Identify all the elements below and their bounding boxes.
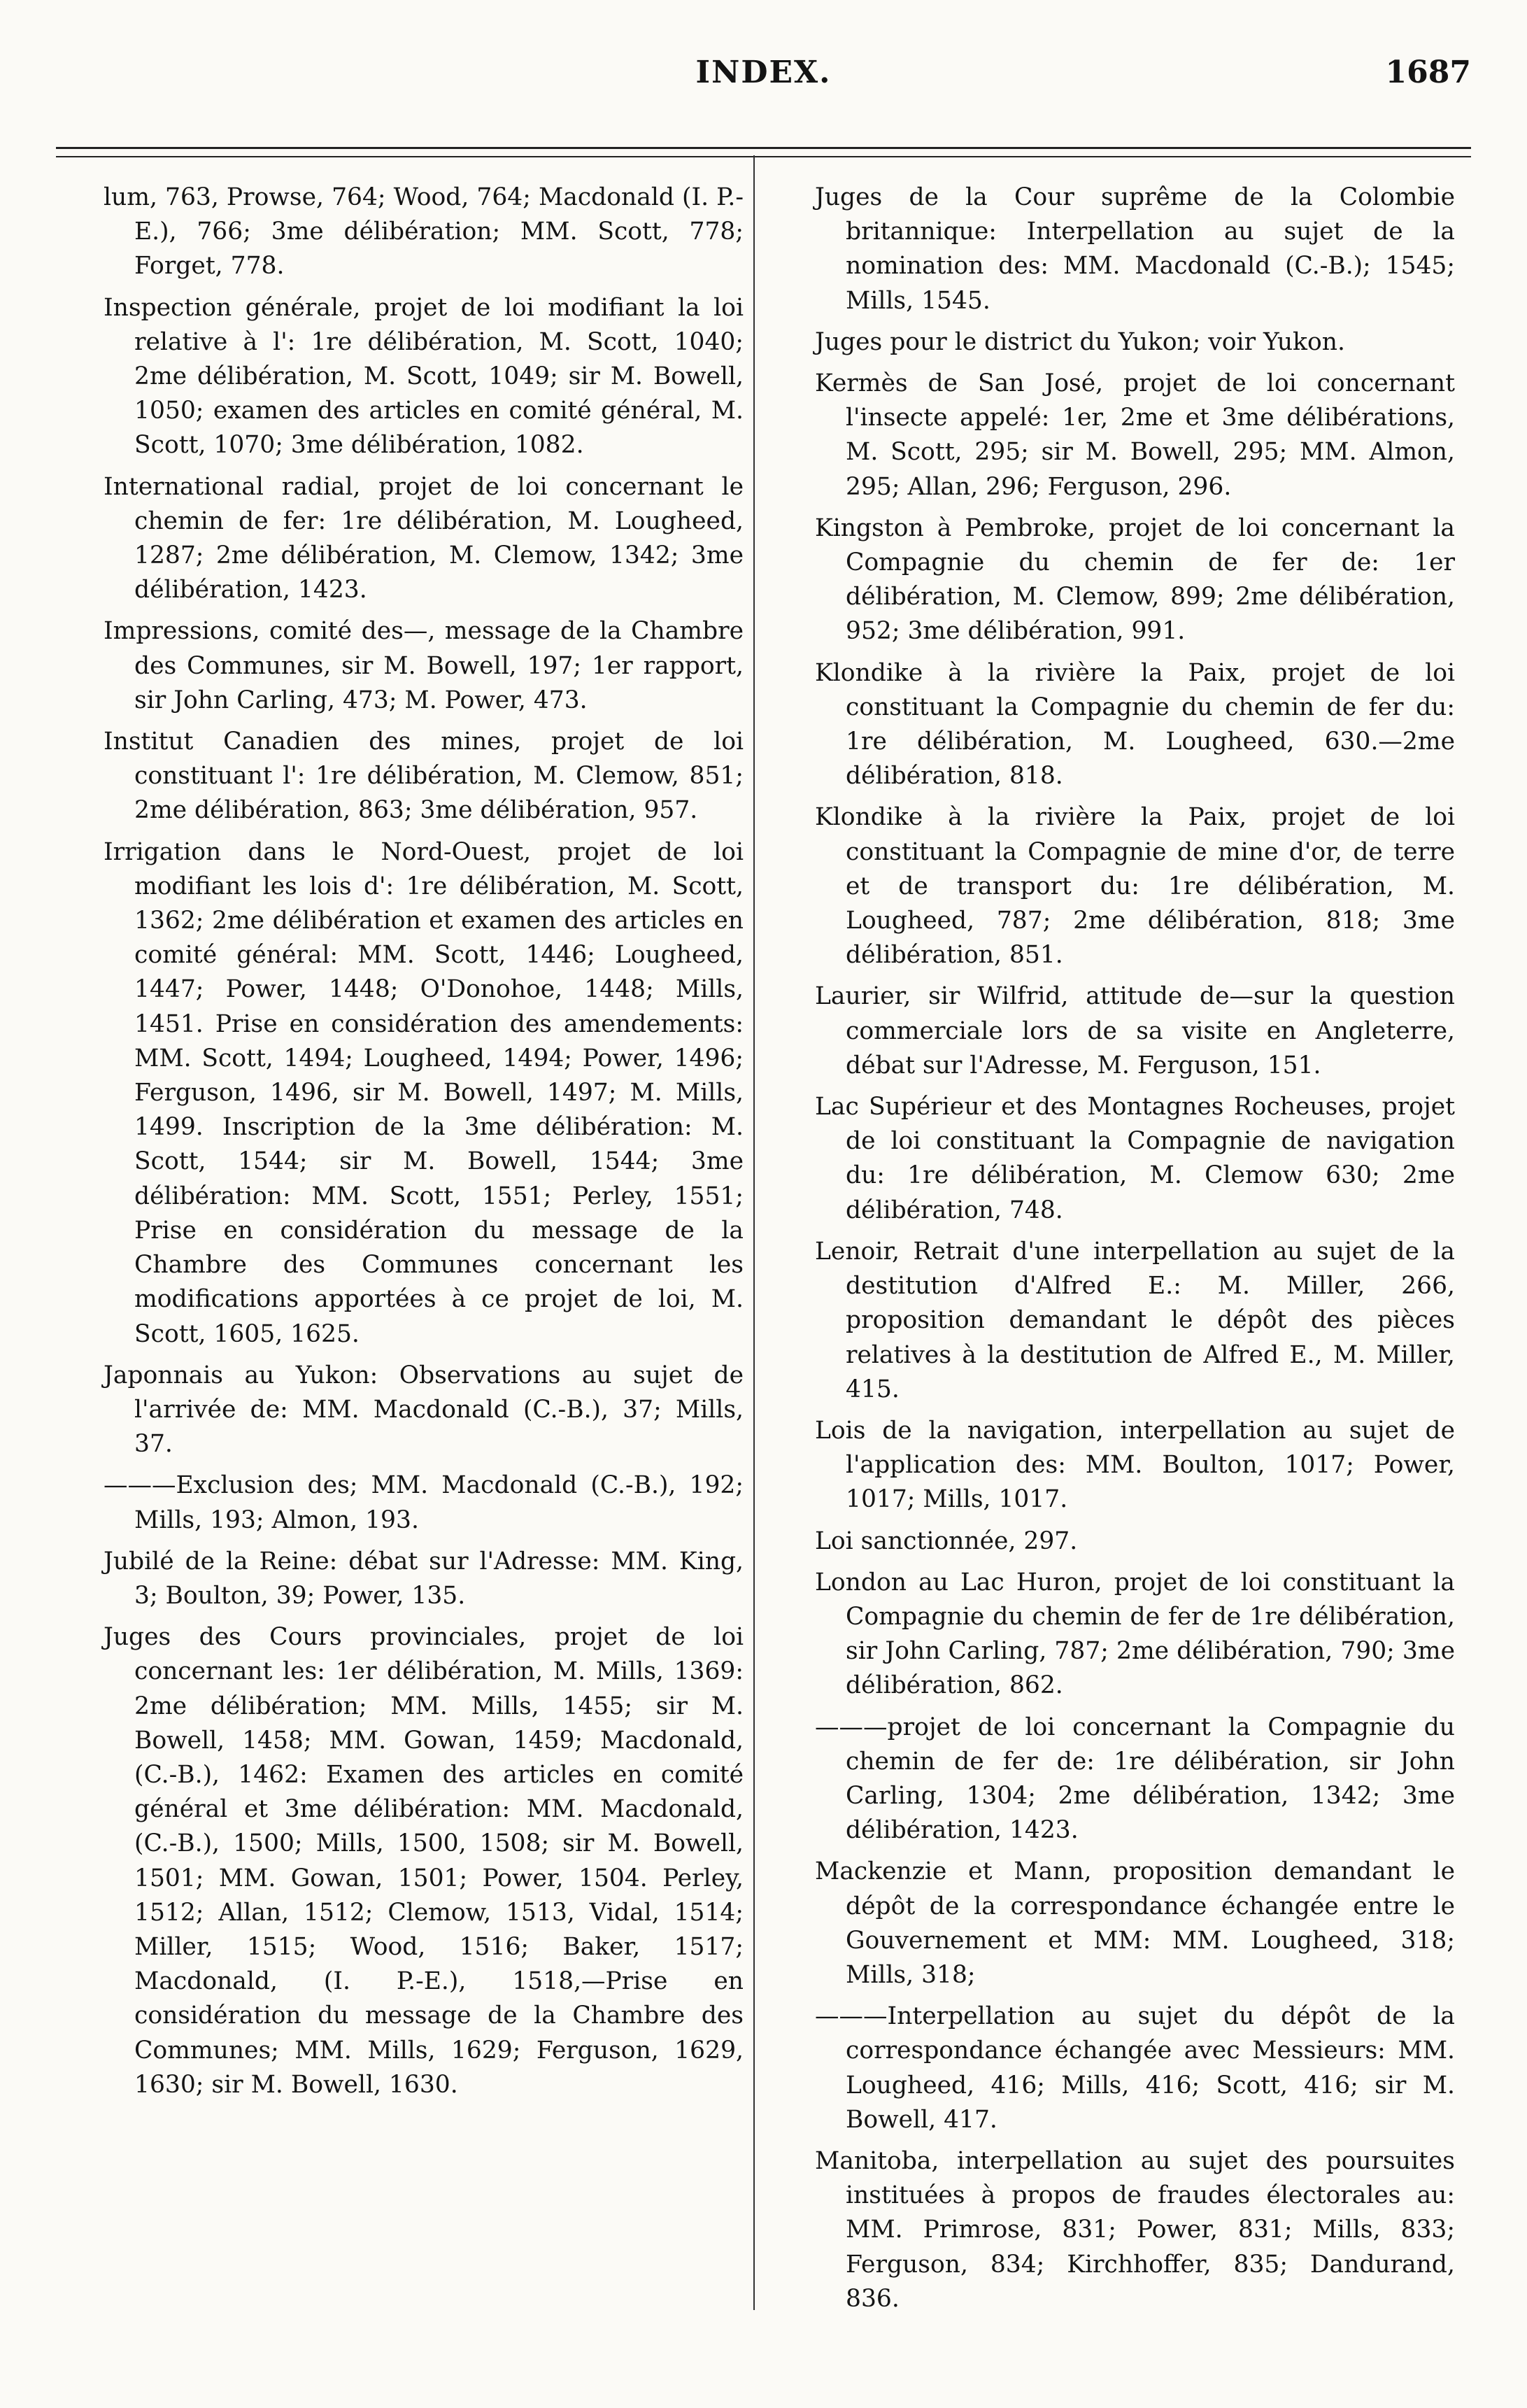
right-column [815,180,1455,2323]
index-entry: Loi sanctionnée, 297. [815,1527,1078,1555]
index-entry: Klondike à la rivière la Paix, projet de loi constituant la Compagnie de mine d'or, de terre et de transport du: 1re délibération, M. Lougheed, 787; 2me délibération, 818; 3me délibération, 851. [815,803,1455,970]
page-header [0,55,1527,111]
index-entry: ———projet de loi concernant la Compagnie du chemin de fer de: 1re délibération, sir John Carling, 1304; 2me délibération, 1342; 3me délibération, 1423. [815,1713,1455,1845]
index-entry: Impressions, comité des—, message de la Chambre des Communes, sir M. Bowell, 197; 1er rapport, sir John Carling, 473; M. Power, 473. [104,617,744,714]
index-entry: Japonnais au Yukon: Observations au sujet de l'arrivée de: MM. Macdonald (C.-B.), 37; Mills, 37. [104,1361,744,1459]
header-rule [56,147,1471,157]
index-entry: Juges des Cours provinciales, projet de loi concernant les: 1er délibération, M. Mills, 1369: 2me délibération; MM. Mills, 1455; sir M. Bowell, 1458; MM. Gowan, 1459; Macdonald, (C.-B.), 1462: Examen des articles en comité général et 3me délibération: MM. Macdonald, (C.-B.), 1500; Mills, 1500, 1508; sir M. Bowell, 1501; MM. Gowan, 1501; Power, 1504. Perley, 1512; Allan, 1512; Clemow, 1513, Vidal, 1514; Miller, 1515; Wood, 1516; Baker, 1517; Macdonald, (I. P.-E.), 1518,—Prise en considération du message de la Chambre des Communes; MM. Mills, 1629; Ferguson, 1629, 1630; sir M. Bowell, 1630. [104,1623,744,2099]
left-column [104,180,744,2109]
index-entry: lum, 763, Prowse, 764; Wood, 764; Macdonald (I. P.-E.), 766; 3me délibération; MM. Scott, 778; Forget, 778. [104,183,744,281]
index-entry: Institut Canadien des mines, projet de loi constituant l': 1re délibération, M. Clemow, 851; 2me délibération, 863; 3me délibération, 957. [104,728,744,825]
index-entry: Inspection générale, projet de loi modifiant la loi relative à l': 1re délibération, M. Scott, 1040; 2me délibération, M. Scott, 1049; sir M. Bowell, 1050; examen des articles en comité général, M. Scott, 1070; 3me délibération, 1082. [104,293,744,460]
index-entry: International radial, projet de loi concernant le chemin de fer: 1re délibération, M. Lougheed, 1287; 2me délibération, M. Clemow, 1342; 3me délibération, 1423. [104,472,744,604]
index-entry: Lenoir, Retrait d'une interpellation au sujet de la destitution d'Alfred E.: M. Miller, 266, proposition demandant le dépôt des pièces relatives à la destitution de Alfred E., M. Miller, 415. [815,1237,1455,1403]
index-entry: Jubilé de la Reine: débat sur l'Adresse: MM. King, 3; Boulton, 39; Power, 135. [104,1547,744,1610]
page-title: INDEX. [695,55,832,90]
index-entry: Laurier, sir Wilfrid, attitude de—sur la question commerciale lors de sa visite en Angleterre, débat sur l'Adresse, M. Ferguson, 151. [815,982,1455,1079]
index-entry: London au Lac Huron, projet de loi constituant la Compagnie du chemin de fer de 1re délibération, sir John Carling, 787; 2me délibération, 790; 3me délibération, 862. [815,1568,1455,1700]
column-divider [753,155,755,2310]
index-entry: Juges pour le district du Yukon; voir Yukon. [815,327,1345,356]
index-entry: ———Exclusion des; MM. Macdonald (C.-B.), 192; Mills, 193; Almon, 193. [104,1471,744,1534]
index-entry: Juges de la Cour suprême de la Colombie britannique: Interpellation au sujet de la nomination des: MM. Macdonald (C.-B.); 1545; Mills, 1545. [815,183,1455,315]
index-entry: Kermès de San José, projet de loi concernant l'insecte appelé: 1er, 2me et 3me délibérations, M. Scott, 295; sir M. Bowell, 295; MM. Almon, 295; Allan, 296; Ferguson, 296. [815,369,1455,501]
index-entry: Mackenzie et Mann, proposition demandant le dépôt de la correspondance échangée entre le Gouvernement et MM: MM. Lougheed, 318; Mills, 318; [815,1857,1455,1989]
index-entry: Kingston à Pembroke, projet de loi concernant la Compagnie du chemin de fer de: 1er délibération, M. Clemow, 899; 2me délibération, 952; 3me délibération, 991. [815,514,1455,646]
index-entry: ———Interpellation au sujet du dépôt de la correspondance échangée avec Messieurs: MM. Lougheed, 416; Mills, 416; Scott, 416; sir M. Bowell, 417. [815,2002,1455,2134]
index-entry: Lois de la navigation, interpellation au sujet de l'application des: MM. Boulton, 1017; Power, 1017; Mills, 1017. [815,1416,1455,1514]
index-entry: Klondike à la rivière la Paix, projet de loi constituant la Compagnie du chemin de fer du: 1re délibération, M. Lougheed, 630.—2me délibération, 818. [815,658,1455,791]
index-entry: Manitoba, interpellation au sujet des poursuites instituées à propos de fraudes électorales au: MM. Primrose, 831; Power, 831; Mills, 833; Ferguson, 834; Kirchhoffer, 835; Dandurand, 836. [815,2146,1455,2313]
index-entry: Irrigation dans le Nord-Ouest, projet de loi modifiant les lois d': 1re délibération, M. Scott, 1362; 2me délibération et examen des articles en comité général: MM. Scott, 1446; Lougheed, 1447; Power, 1448; O'Donohoe, 1448; Mills, 1451. Prise en considération des amendements: MM. Scott, 1494; Lougheed, 1494; Power, 1496; Ferguson, 1496, sir M. Bowell, 1497; M. Mills, 1499. Inscription de la 3me délibération: M. Scott, 1544; sir M. Bowell, 1544; 3me délibération: MM. Scott, 1551; Perley, 1551; Prise en considération du message de la Chambre des Communes concernant les modifications apportées à ce projet de loi, M. Scott, 1605, 1625. [104,837,744,1348]
index-entry: Lac Supérieur et des Montagnes Rocheuses, projet de loi constituant la Compagnie de navigation du: 1re délibération, M. Clemow 630; 2me délibération, 748. [815,1093,1455,1224]
page-number: 1687 [1385,55,1471,90]
